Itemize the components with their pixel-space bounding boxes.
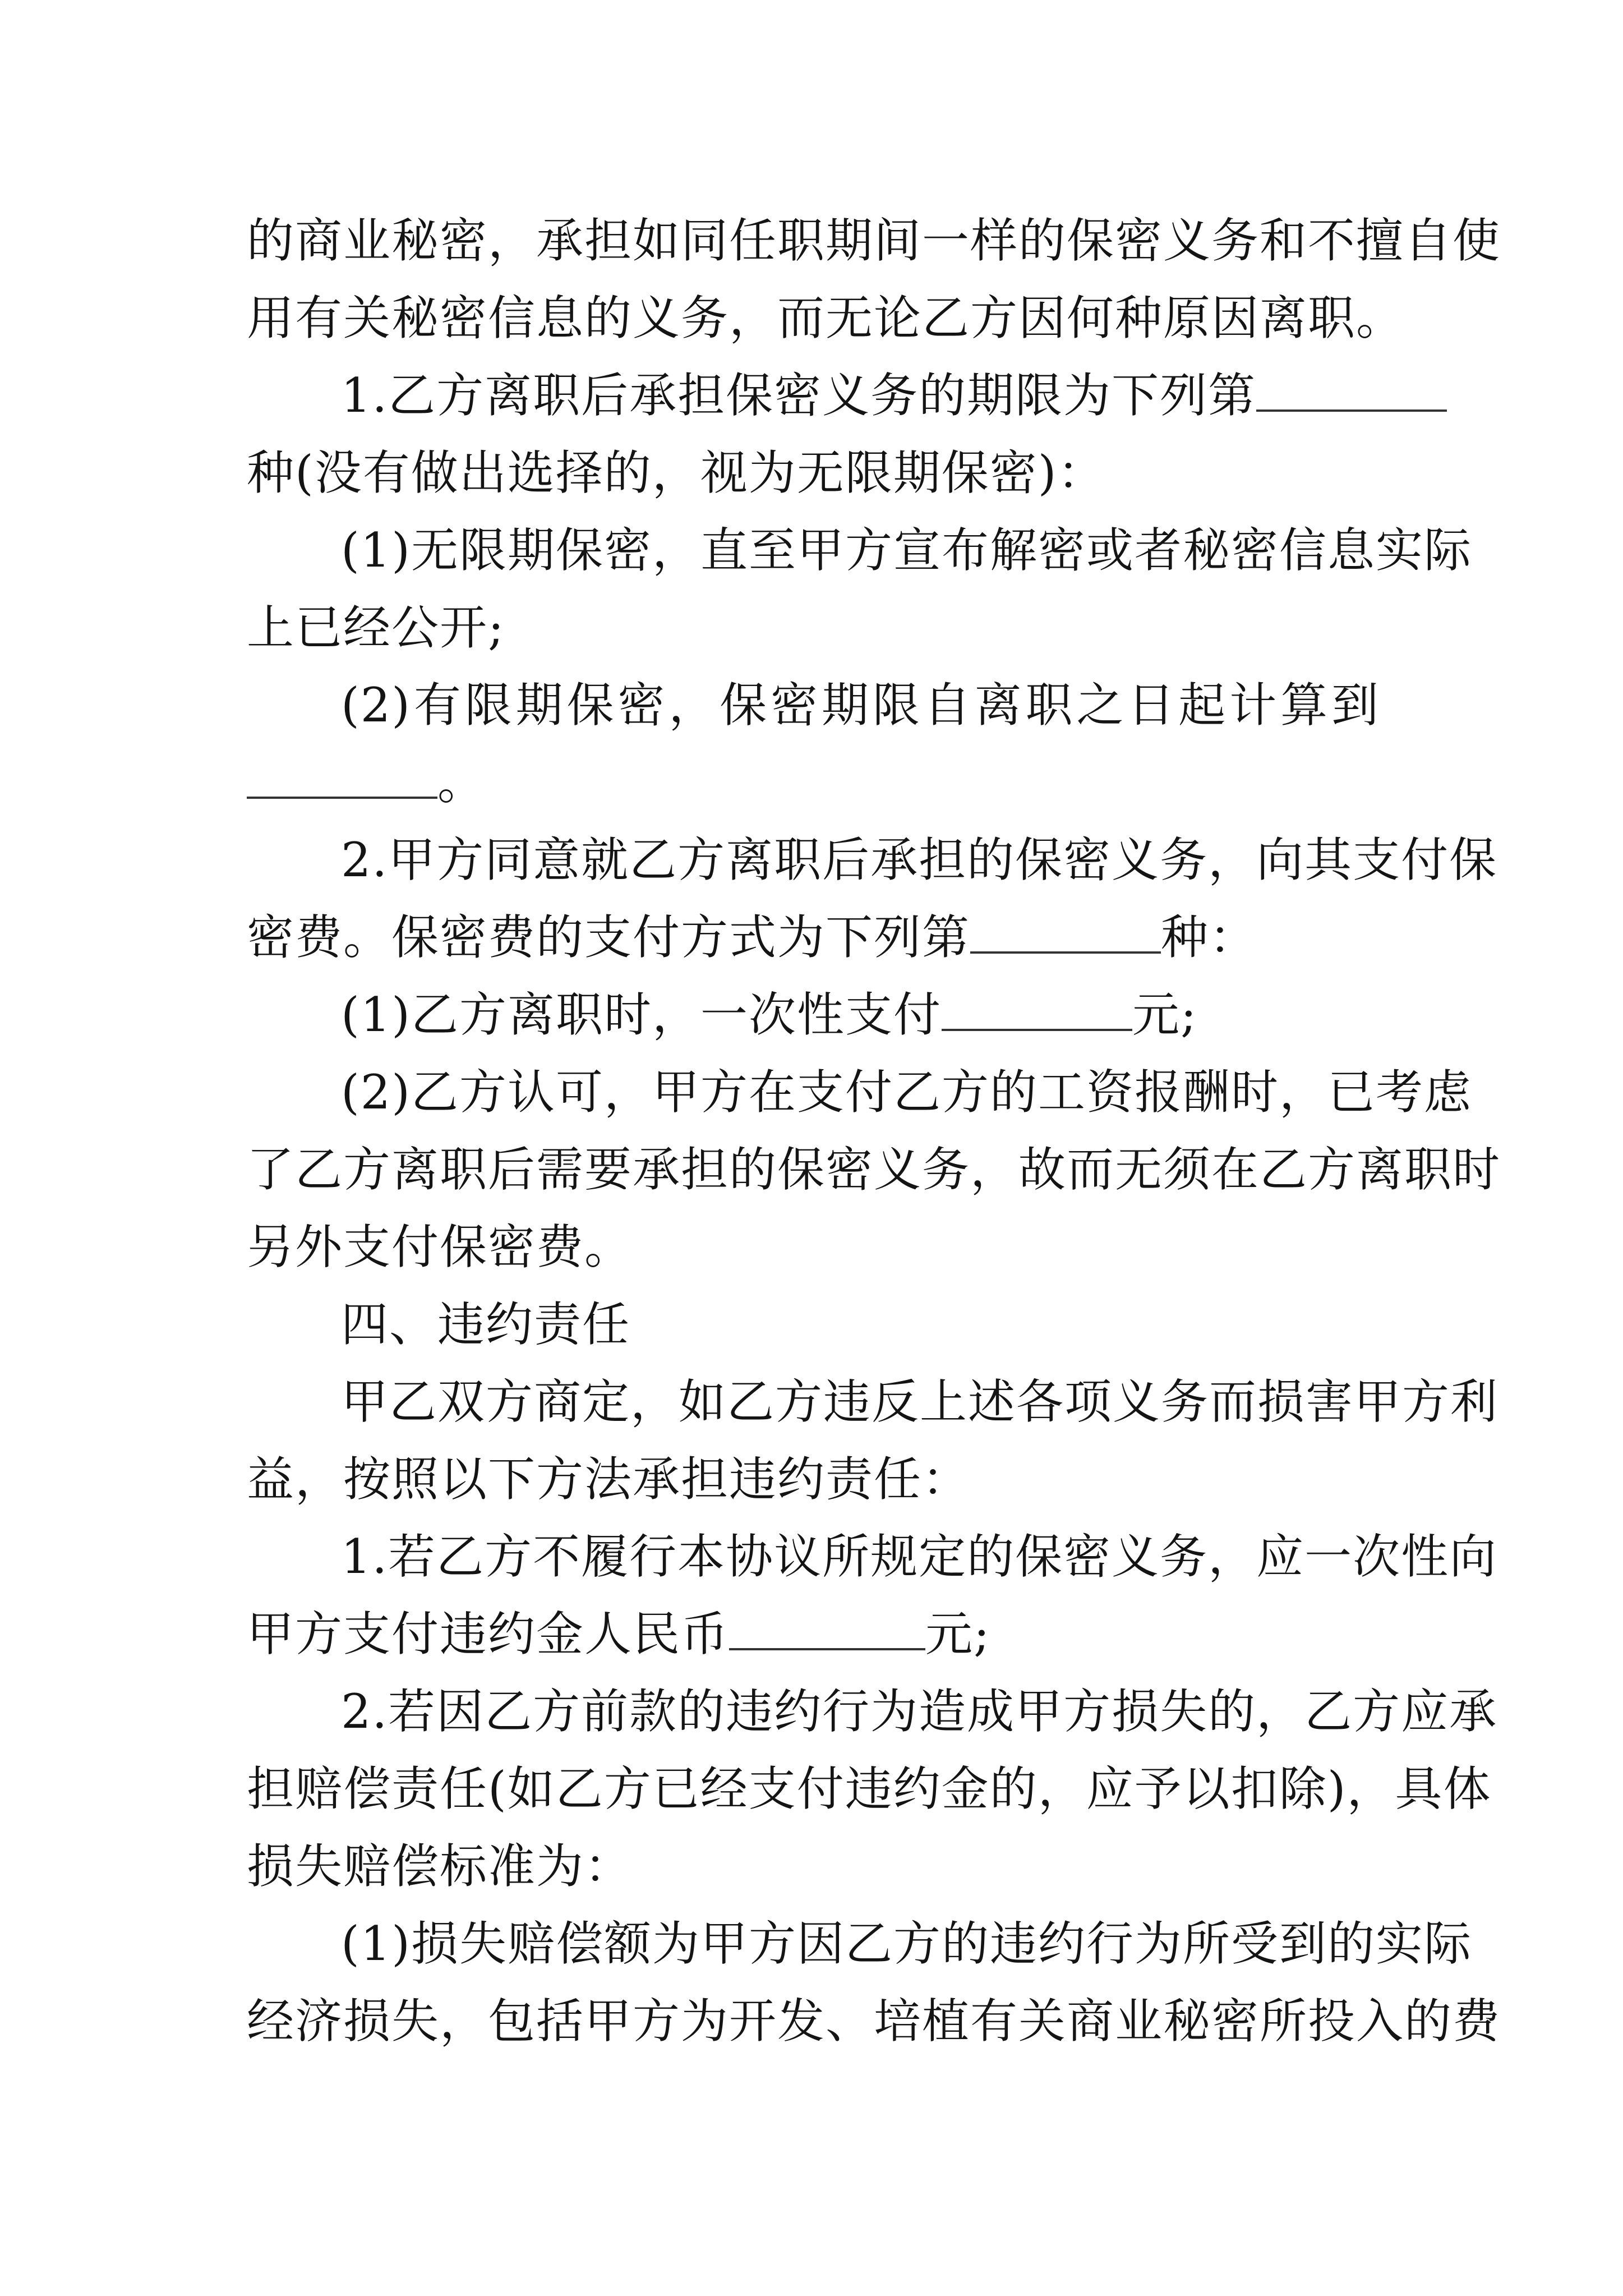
fill-in-blank [247, 757, 437, 799]
document-body [247, 202, 1501, 2060]
text-line: 担赔偿责任(如乙方已经支付违约金的，应予以扣除)，具体 [247, 1761, 1492, 1816]
option-2-line: (2)乙方认可，甲方在支付乙方的工资报酬时，已考虑 [341, 1065, 1472, 1120]
text-segment: (1)乙方离职时，一次性支付 [341, 987, 942, 1042]
option-2-line: (2)有限期保密，保密期限自离职之日起计算到 [341, 678, 1380, 733]
option-1-line: (1)无限期保密，直至甲方宣布解密或者秘密信息实际 [341, 523, 1472, 578]
text-line: 甲乙双方商定，如乙方违反上述各项义务而损害甲方利 [341, 1374, 1499, 1429]
fill-in-blank [1256, 370, 1447, 412]
text-line: 益，按照以下方法承担违约责任： [247, 1452, 971, 1507]
section-heading: 四、违约责任 [341, 1297, 631, 1352]
text-line [247, 1595, 1380, 1673]
text-line: 损失赔偿标准为： [247, 1839, 633, 1894]
text-line: 另外支付保密费。 [247, 1220, 633, 1274]
text-segment: 种： [1161, 910, 1258, 965]
blank-line [247, 744, 1380, 821]
text-segment: 密费。保密费的支付方式为下列第 [247, 910, 971, 965]
option-1-line: (1)损失赔偿额为甲方因乙方的违约行为所受到的实际 [341, 1916, 1472, 1971]
clause-2-line: 2.甲方同意就乙方离职后承担的保密义务，向其支付保 [341, 832, 1498, 887]
clause-2-line: 2.若因乙方前款的违约行为造成甲方损失的，乙方应承 [341, 1684, 1498, 1739]
fill-in-blank [942, 990, 1132, 1031]
text-segment: 1.乙方离职后承担保密义务的期限为下列第 [341, 368, 1257, 423]
fill-in-blank [729, 1609, 925, 1650]
text-line: 的商业秘密，承担如同任职期间一样的保密义务和不擅自使 [247, 213, 1501, 268]
text-line: 了乙方离职后需要承担的保密义务，故而无须在乙方离职时 [247, 1142, 1501, 1197]
clause-1-line: 1.若乙方不履行本协议所规定的保密义务，应一次性向 [341, 1529, 1498, 1584]
text-segment: 元; [1132, 987, 1198, 1042]
text-line: 种(没有做出选择的，视为无限期保密)： [247, 445, 1106, 500]
text-line [247, 899, 1380, 976]
text-line: 上已经公开; [247, 600, 505, 655]
option-1-line [247, 976, 1380, 1053]
clause-1-line [247, 357, 1380, 434]
text-segment: 元; [925, 1607, 991, 1662]
text-segment: 甲方支付违约金人民币 [247, 1607, 730, 1662]
text-line: 用有关秘密信息的义务，而无论乙方因何种原因离职。 [247, 291, 1405, 346]
text-line: 经济损失，包括甲方为开发、培植有关商业秘密所投入的费 [247, 1994, 1501, 2049]
text-segment: 。 [437, 755, 486, 810]
fill-in-blank [970, 912, 1161, 954]
